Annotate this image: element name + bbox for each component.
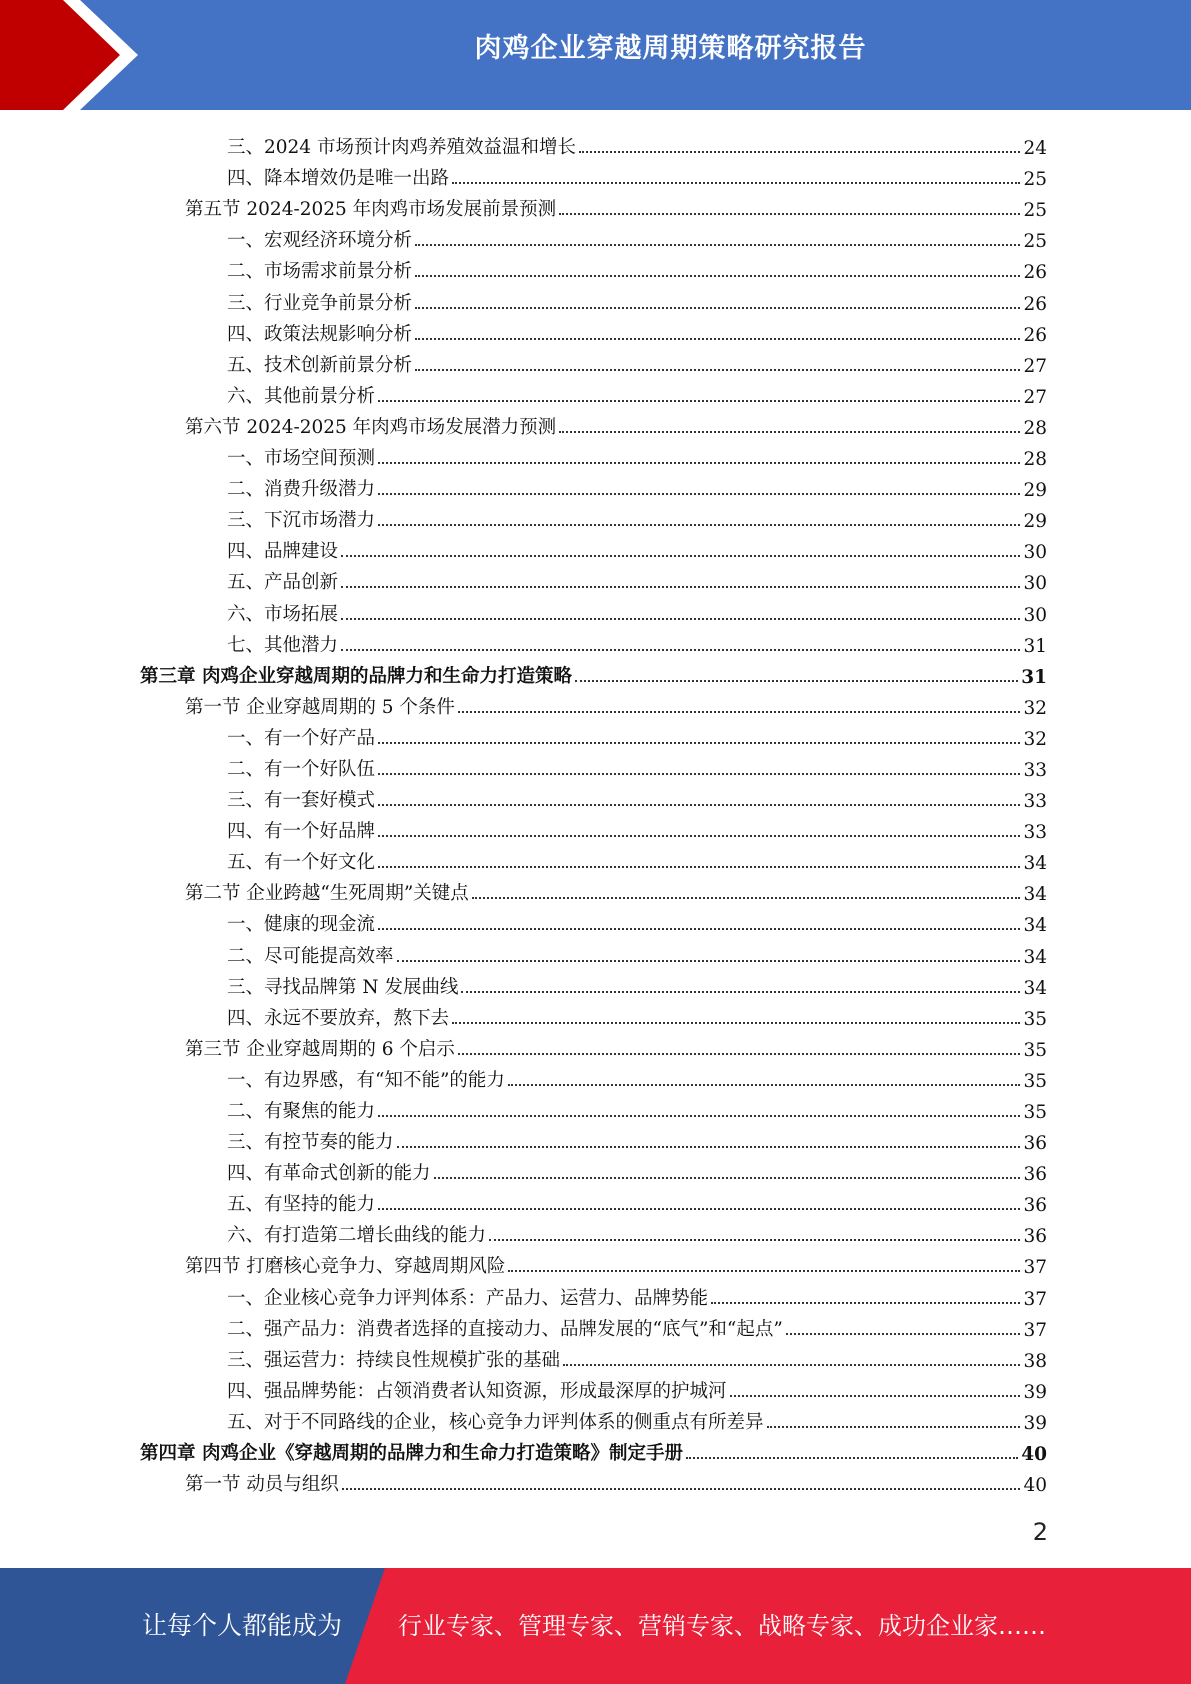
toc-leader-dots bbox=[767, 1426, 1021, 1428]
toc-entry[interactable] bbox=[140, 563, 1047, 594]
toc-entry-page: 39 bbox=[1023, 1412, 1047, 1434]
toc-leader-dots bbox=[452, 182, 1020, 184]
header-arrow-decoration bbox=[0, 0, 150, 110]
toc-entry-page: 33 bbox=[1023, 822, 1047, 844]
toc-entry-label: 二、尽可能提高效率 bbox=[227, 945, 394, 967]
toc-leader-dots bbox=[458, 1053, 1021, 1055]
toc-entry-page: 28 bbox=[1023, 449, 1047, 471]
toc-entry-page: 31 bbox=[1023, 635, 1047, 657]
toc-entry[interactable] bbox=[140, 1465, 1047, 1496]
toc-entry[interactable] bbox=[140, 719, 1047, 750]
toc-leader-dots bbox=[378, 804, 1020, 806]
toc-entry[interactable] bbox=[140, 501, 1047, 532]
toc-entry[interactable] bbox=[140, 1310, 1047, 1341]
toc-leader-dots bbox=[472, 897, 1021, 899]
toc-entry-label: 二、消费升级潜力 bbox=[227, 479, 376, 501]
toc-entry-label: 第一节 动员与组织 bbox=[185, 1474, 339, 1496]
toc-entry-page: 34 bbox=[1023, 853, 1047, 875]
toc-entry-page: 30 bbox=[1023, 573, 1047, 595]
toc-entry[interactable] bbox=[140, 1092, 1047, 1123]
toc-entry[interactable] bbox=[140, 874, 1047, 905]
toc-leader-dots bbox=[452, 1022, 1020, 1024]
toc-entry[interactable] bbox=[140, 408, 1047, 439]
toc-leader-dots bbox=[341, 555, 1020, 557]
toc-entry-label: 五、有一个好文化 bbox=[227, 852, 376, 874]
toc-leader-dots bbox=[378, 400, 1020, 402]
toc-leader-dots bbox=[559, 213, 1020, 215]
toc-entry-page: 36 bbox=[1023, 1226, 1047, 1248]
toc-entry-label: 三、强运营力：持续良性规模扩张的基础 bbox=[227, 1349, 561, 1371]
toc-entry[interactable] bbox=[140, 221, 1047, 252]
toc-entry-page: 27 bbox=[1023, 355, 1047, 377]
toc-entry[interactable] bbox=[140, 936, 1047, 967]
toc-entry-label: 第五节 2024-2025 年肉鸡市场发展前景预测 bbox=[185, 199, 557, 221]
toc-entry-label: 第四节 打磨核心竞争力、穿越周期风险 bbox=[185, 1256, 506, 1278]
toc-leader-dots bbox=[508, 1084, 1021, 1086]
toc-entry[interactable] bbox=[140, 968, 1047, 999]
toc-entry-label: 四、降本增效仍是唯一出路 bbox=[227, 168, 450, 190]
toc-entry-page: 24 bbox=[1023, 138, 1047, 160]
toc-entry-page: 40 bbox=[1021, 1444, 1047, 1466]
toc-entry-label: 六、其他前景分析 bbox=[227, 385, 376, 407]
toc-entry-page: 39 bbox=[1023, 1381, 1047, 1403]
toc-entry-page: 37 bbox=[1023, 1288, 1047, 1310]
toc-entry[interactable] bbox=[140, 439, 1047, 470]
toc-entry[interactable] bbox=[140, 1341, 1047, 1372]
toc-leader-dots bbox=[563, 1364, 1020, 1366]
toc-entry-label: 第三节 企业穿越周期的 6 个启示 bbox=[185, 1038, 455, 1060]
toc-entry-page: 35 bbox=[1023, 1102, 1047, 1123]
toc-leader-dots bbox=[730, 1395, 1021, 1397]
toc-entry[interactable] bbox=[140, 812, 1047, 843]
toc-entry-page: 26 bbox=[1023, 324, 1047, 346]
toc-entry-page: 25 bbox=[1023, 169, 1047, 191]
toc-entry-label: 第一节 企业穿越周期的 5 个条件 bbox=[185, 696, 455, 718]
toc-entry-label: 一、健康的现金流 bbox=[227, 914, 376, 936]
toc-leader-dots bbox=[415, 369, 1020, 371]
toc-entry-label: 四、永远不要放弃，熬下去 bbox=[227, 1007, 450, 1029]
toc-entry-label: 三、有一套好模式 bbox=[227, 790, 376, 812]
toc-entry-label: 一、有一个好产品 bbox=[227, 727, 376, 749]
toc-entry[interactable] bbox=[140, 1434, 1047, 1465]
page-header bbox=[0, 0, 1191, 110]
toc-entry[interactable] bbox=[140, 128, 1047, 159]
toc-entry-label: 一、有边界感，有“知不能”的能力 bbox=[227, 1069, 505, 1091]
toc-leader-dots bbox=[434, 1177, 1021, 1179]
toc-entry-page: 34 bbox=[1023, 977, 1047, 999]
toc-entry-label: 三、下沉市场潜力 bbox=[227, 510, 376, 532]
toc-entry-label: 三、寻找品牌第 N 发展曲线 bbox=[227, 976, 459, 998]
toc-entry-page: 33 bbox=[1023, 759, 1047, 781]
toc-entry[interactable] bbox=[140, 750, 1047, 781]
toc-entry-page: 25 bbox=[1023, 231, 1047, 253]
toc-leader-dots bbox=[342, 1488, 1021, 1490]
toc-entry-page: 32 bbox=[1023, 728, 1047, 750]
toc-entry[interactable] bbox=[140, 315, 1047, 346]
toc-entry[interactable] bbox=[140, 1030, 1047, 1061]
toc-entry-label: 第六节 2024-2025 年肉鸡市场发展潜力预测 bbox=[185, 416, 557, 438]
toc-leader-dots bbox=[711, 1302, 1020, 1304]
toc-entry-label: 四、政策法规影响分析 bbox=[227, 323, 413, 345]
toc-entry-label: 五、对于不同路线的企业，核心竞争力评判体系的侧重点有所差异 bbox=[227, 1411, 764, 1433]
toc-leader-dots bbox=[397, 960, 1021, 962]
toc-entry-page: 29 bbox=[1023, 511, 1047, 533]
toc-entry-page: 33 bbox=[1023, 791, 1047, 813]
toc-leader-dots bbox=[341, 618, 1020, 620]
toc-entry-label: 五、技术创新前景分析 bbox=[227, 354, 413, 376]
toc-leader-dots bbox=[686, 1457, 1018, 1459]
toc-entry-page: 26 bbox=[1023, 262, 1047, 284]
toc-entry-page: 28 bbox=[1023, 417, 1047, 439]
toc-entry-label: 一、企业核心竞争力评判体系：产品力、运营力、品牌势能 bbox=[227, 1287, 709, 1309]
toc-entry-page: 25 bbox=[1023, 200, 1047, 222]
toc-leader-dots bbox=[378, 928, 1020, 930]
toc-entry[interactable] bbox=[140, 1123, 1047, 1154]
toc-entry-label: 二、有聚焦的能力 bbox=[227, 1101, 376, 1122]
toc-entry-page: 37 bbox=[1023, 1257, 1047, 1279]
toc-entry[interactable] bbox=[140, 1278, 1047, 1309]
toc-leader-dots bbox=[378, 742, 1020, 744]
toc-entry[interactable] bbox=[140, 1403, 1047, 1434]
toc-leader-dots bbox=[575, 680, 1018, 682]
toc-entry-label: 四、品牌建设 bbox=[227, 541, 339, 563]
toc-leader-dots bbox=[461, 991, 1020, 993]
toc-entry-page: 34 bbox=[1023, 915, 1047, 937]
toc-entry[interactable] bbox=[140, 905, 1047, 936]
toc-entry-label: 一、宏观经济环境分析 bbox=[227, 230, 413, 252]
toc-entry-label: 六、有打造第二增长曲线的能力 bbox=[227, 1225, 487, 1247]
toc-entry[interactable] bbox=[140, 594, 1047, 625]
toc-entry-page: 34 bbox=[1023, 884, 1047, 906]
toc-entry-label: 四、强品牌势能：占领消费者认知资源，形成最深厚的护城河 bbox=[227, 1380, 727, 1402]
toc-entry-label: 第三章 肉鸡企业穿越周期的品牌力和生命力打造策略 bbox=[140, 665, 572, 687]
toc-leader-dots bbox=[579, 151, 1020, 153]
toc-entry-label: 第四章 肉鸡企业《穿越周期的品牌力和生命力打造策略》制定手册 bbox=[140, 1443, 683, 1465]
toc-entry[interactable] bbox=[140, 843, 1047, 874]
table-of-contents bbox=[140, 128, 1047, 1496]
toc-leader-dots bbox=[378, 866, 1020, 868]
toc-entry[interactable] bbox=[140, 781, 1047, 812]
toc-leader-dots bbox=[378, 524, 1020, 526]
toc-leader-dots bbox=[458, 711, 1021, 713]
toc-entry-label: 三、行业竞争前景分析 bbox=[227, 292, 413, 314]
toc-entry-label: 二、强产品力：消费者选择的直接动力、品牌发展的“底气”和“起点” bbox=[227, 1318, 783, 1340]
toc-entry-page: 27 bbox=[1023, 386, 1047, 408]
toc-leader-dots bbox=[786, 1333, 1021, 1335]
page-number: 2 bbox=[1032, 1518, 1048, 1546]
toc-entry[interactable] bbox=[140, 532, 1047, 563]
toc-leader-dots bbox=[378, 493, 1020, 495]
toc-entry-label: 六、市场拓展 bbox=[227, 603, 339, 625]
toc-entry-page: 36 bbox=[1023, 1195, 1047, 1217]
toc-entry-page: 40 bbox=[1023, 1475, 1047, 1497]
toc-leader-dots bbox=[415, 275, 1020, 277]
toc-entry-label: 三、2024 市场预计肉鸡养殖效益温和增长 bbox=[227, 137, 576, 159]
toc-entry-page: 36 bbox=[1023, 1133, 1047, 1155]
toc-entry[interactable] bbox=[140, 1154, 1047, 1185]
toc-leader-dots bbox=[378, 462, 1020, 464]
toc-entry-label: 二、市场需求前景分析 bbox=[227, 261, 413, 283]
toc-entry-page: 37 bbox=[1023, 1319, 1047, 1341]
toc-entry[interactable] bbox=[140, 190, 1047, 221]
toc-entry-page: 26 bbox=[1023, 293, 1047, 315]
toc-entry-page: 31 bbox=[1021, 666, 1047, 688]
toc-leader-dots bbox=[378, 773, 1020, 775]
toc-entry[interactable] bbox=[140, 283, 1047, 314]
toc-entry-page: 34 bbox=[1023, 946, 1047, 968]
toc-entry[interactable] bbox=[140, 252, 1047, 283]
toc-entry-label: 四、有一个好品牌 bbox=[227, 821, 376, 843]
toc-entry-page: 30 bbox=[1023, 542, 1047, 564]
toc-entry[interactable] bbox=[140, 377, 1047, 408]
toc-entry-label: 五、有坚持的能力 bbox=[227, 1194, 376, 1216]
toc-entry[interactable] bbox=[140, 1372, 1047, 1403]
toc-entry-page: 38 bbox=[1023, 1350, 1047, 1372]
toc-entry[interactable] bbox=[140, 1185, 1047, 1216]
toc-entry-page: 35 bbox=[1023, 1070, 1047, 1092]
toc-leader-dots bbox=[397, 1146, 1021, 1148]
toc-leader-dots bbox=[378, 1115, 1020, 1117]
toc-entry-page: 30 bbox=[1023, 604, 1047, 626]
footer-slogan-right: 行业专家、管理专家、营销专家、战略专家、成功企业家…… bbox=[398, 1612, 1046, 1640]
toc-entry[interactable] bbox=[140, 999, 1047, 1030]
report-title: 肉鸡企业穿越周期策略研究报告 bbox=[474, 33, 867, 64]
toc-entry[interactable] bbox=[140, 626, 1047, 657]
toc-leader-dots bbox=[415, 338, 1020, 340]
toc-entry[interactable] bbox=[140, 657, 1047, 688]
toc-entry[interactable] bbox=[140, 159, 1047, 190]
toc-entry-page: 32 bbox=[1023, 697, 1047, 719]
toc-entry[interactable] bbox=[140, 1061, 1047, 1092]
toc-entry-label: 七、其他潜力 bbox=[227, 634, 339, 656]
toc-leader-dots bbox=[508, 1270, 1020, 1272]
toc-entry[interactable] bbox=[140, 470, 1047, 501]
toc-leader-dots bbox=[489, 1239, 1020, 1241]
toc-entry-page: 36 bbox=[1023, 1164, 1047, 1186]
toc-entry-page: 29 bbox=[1023, 480, 1047, 502]
toc-entry[interactable] bbox=[140, 1247, 1047, 1278]
page-footer bbox=[0, 1568, 1191, 1684]
toc-entry[interactable] bbox=[140, 688, 1047, 719]
toc-leader-dots bbox=[415, 244, 1020, 246]
toc-entry-label: 三、有控节奏的能力 bbox=[227, 1132, 394, 1154]
toc-entry-label: 五、产品创新 bbox=[227, 572, 339, 594]
toc-entry-page: 35 bbox=[1023, 1008, 1047, 1030]
toc-leader-dots bbox=[341, 586, 1020, 588]
toc-entry-label: 一、市场空间预测 bbox=[227, 448, 376, 470]
toc-entry[interactable] bbox=[140, 1216, 1047, 1247]
toc-entry[interactable] bbox=[140, 346, 1047, 377]
toc-leader-dots bbox=[378, 835, 1020, 837]
toc-entry-page: 35 bbox=[1023, 1039, 1047, 1061]
toc-leader-dots bbox=[559, 431, 1020, 433]
toc-leader-dots bbox=[415, 307, 1020, 309]
toc-leader-dots bbox=[378, 1208, 1020, 1210]
toc-leader-dots bbox=[341, 649, 1020, 651]
toc-entry-label: 第二节 企业跨越“生死周期”关键点 bbox=[185, 883, 469, 905]
toc-entry-label: 二、有一个好队伍 bbox=[227, 758, 376, 780]
footer-slogan-left: 让每个人都能成为 bbox=[142, 1611, 343, 1640]
toc-entry-label: 四、有革命式创新的能力 bbox=[227, 1163, 431, 1185]
